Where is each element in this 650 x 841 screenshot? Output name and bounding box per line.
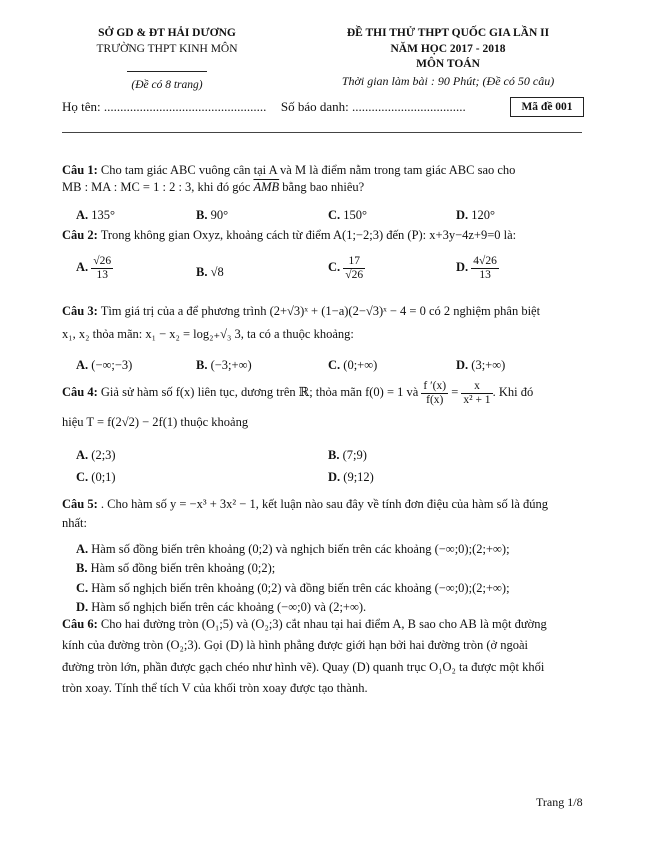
question-4-line2 (62, 414, 592, 431)
option-b[interactable]: B. (7;9) (328, 448, 367, 462)
question-label: Câu 4: (62, 385, 98, 400)
time-note: Thời gian làm bài : 90 Phút; (Đề có 50 câu) (341, 73, 555, 88)
option-d[interactable]: D. Hàm số nghịch biến trên các khoảng (−∞;0) và (2;+∞). (76, 600, 367, 615)
option-c[interactable]: C. $\frac{17}{√26}$ (328, 255, 364, 281)
question-label: Câu 1: (62, 163, 98, 177)
question-5 (62, 495, 592, 534)
question-text-line1: Cho hai đường tròn (O₁;5) và (O₂;3) cắt nhau tại hai điểm A, B sao cho AB là một đường (100, 617, 547, 631)
question-text-line2: kính của đường tròn (O₂;3). Gọi (D) là hình phẳng được giới hạn bởi hai đường tròn (ở ngoài (62, 638, 528, 653)
header-separator (62, 132, 582, 133)
question-6 (62, 614, 592, 699)
question-label: Câu 3: (62, 304, 98, 318)
angle-amb: $\overline{AMB}$ (253, 179, 280, 194)
pages-note: (Đề có 8 trang) (131, 79, 203, 92)
question-text-line3: đường tròn lớn, phần được gạch chéo như hình vẽ). Quay (D) quanh trục O₁O₂ ta được một khối (62, 659, 545, 674)
student-id-field[interactable]: Số báo danh: ................................... (280, 99, 466, 114)
question-2 (62, 227, 592, 244)
option-c[interactable]: C. Hàm số nghịch biến trên khoảng (0;2) và đồng biến trên các khoảng (−∞;0);(2;+∞); (76, 580, 510, 595)
question-label: Câu 5: (62, 497, 98, 511)
header-left (62, 26, 272, 94)
question-4: Câu 4: Giả sử hàm số f(x) liên tục, dương trên ℝ; thỏa mãn f(0) = 1 và $\frac{f '(x)}{f(x)}$ = $\frac{x}{\text{x² + 1}}$ . Khi đó (62, 380, 534, 406)
option-d[interactable]: D. 120° (456, 208, 496, 222)
option-a[interactable]: A. 135° (76, 208, 116, 222)
subject-name: MÔN TOÁN (416, 58, 480, 71)
option-a[interactable]: A. $\frac{√26}{13}$ (76, 255, 112, 281)
exam-title: ĐỀ THI THỬ THPT QUỐC GIA LẦN II (346, 27, 550, 39)
question-3 (62, 300, 592, 346)
school-name: TRƯỜNG THPT KINH MÔN (96, 42, 238, 55)
derivative-fraction: $\frac{f '(x)}{f(x)}$ (423, 380, 447, 406)
option-c[interactable]: C. (0;1) (76, 470, 116, 484)
option-b[interactable]: B. 90° (196, 208, 229, 222)
question-5-options (76, 540, 586, 618)
option-d[interactable]: D. $\frac{4√26}{13}$ (456, 255, 497, 281)
question-text-line2a: MB : MA : MC = 1 : 2 : 3, khi đó góc (62, 179, 254, 194)
header-divider (127, 71, 207, 72)
option-c[interactable]: C. 150° (328, 208, 368, 222)
question-text: Giả sử hàm số f(x) liên tục, dương trên ℝ; thỏa mãn f(0) = 1 và (100, 385, 419, 400)
school-year: NĂM HỌC 2017 - 2018 (390, 42, 506, 55)
option-b[interactable]: B. Hàm số đồng biến trên khoảng (0;2); (76, 561, 276, 576)
option-b[interactable]: B. (−3;+∞) (196, 358, 252, 372)
question-text: . Cho hàm số y = −x³ + 3x² − 1, kết luận nào sau đây về tính đơn điệu của hàm số là đúng (100, 497, 549, 511)
page-number: Trang 1/8 (536, 795, 583, 809)
question-text-line2: nhất: (62, 516, 87, 531)
option-a[interactable]: A. Hàm số đồng biến trên khoảng (0;2) và nghịch biến trên các khoảng (−∞;0);(2;+∞); (76, 542, 510, 556)
question-text: Tìm giá trị của a để phương trình (2+√3)ˣ + (1−a)(2−√3)ˣ − 4 = 0 có 2 nghiệm phân biệt (100, 304, 541, 318)
question-label: Câu 2: (62, 228, 98, 242)
question-text-line2: x₁, x₂ thỏa mãn: x₁ − x₂ = log₂₊√₃ 3, ta có a thuộc khoảng: (62, 327, 354, 342)
option-d[interactable]: D. (3;+∞) (456, 358, 506, 372)
student-name-field[interactable]: Họ tên: .................................................. (62, 99, 267, 114)
option-d[interactable]: D. (9;12) (328, 470, 374, 484)
student-info-row (62, 98, 582, 116)
question-label: Câu 6: (62, 617, 98, 631)
question-1 (62, 162, 592, 196)
option-b[interactable]: B. √8 (196, 265, 224, 279)
option-a[interactable]: A. (−∞;−3) (76, 358, 133, 372)
question-text: Cho tam giác ABC vuông cân tại A và M là điểm nằm trong tam giác ABC sao cho (100, 163, 516, 177)
department-name: SỞ GD & ĐT HẢI DƯƠNG (98, 27, 236, 39)
question-text-line2b: bằng bao nhiêu? (279, 179, 365, 194)
question-text-line2: hiệu T = f(2√2) − 2f(1) thuộc khoảng (62, 415, 249, 429)
option-a[interactable]: A. (2;3) (76, 448, 116, 462)
option-c[interactable]: C. (0;+∞) (328, 358, 378, 372)
exam-code-box: Mã đề 001 (510, 97, 584, 117)
question-text: Trong không gian Oxyz, khoảng cách từ điểm A(1;−2;3) đến (P): x+3y−4z+9=0 là: (100, 228, 517, 242)
rhs-fraction: $\frac{x}{\text{x² + 1}}$ (463, 380, 491, 406)
header-right (298, 26, 598, 89)
question-text-line4: tròn xoay. Tính thể tích V của khối tròn xoay được tạo thành. (62, 680, 368, 695)
